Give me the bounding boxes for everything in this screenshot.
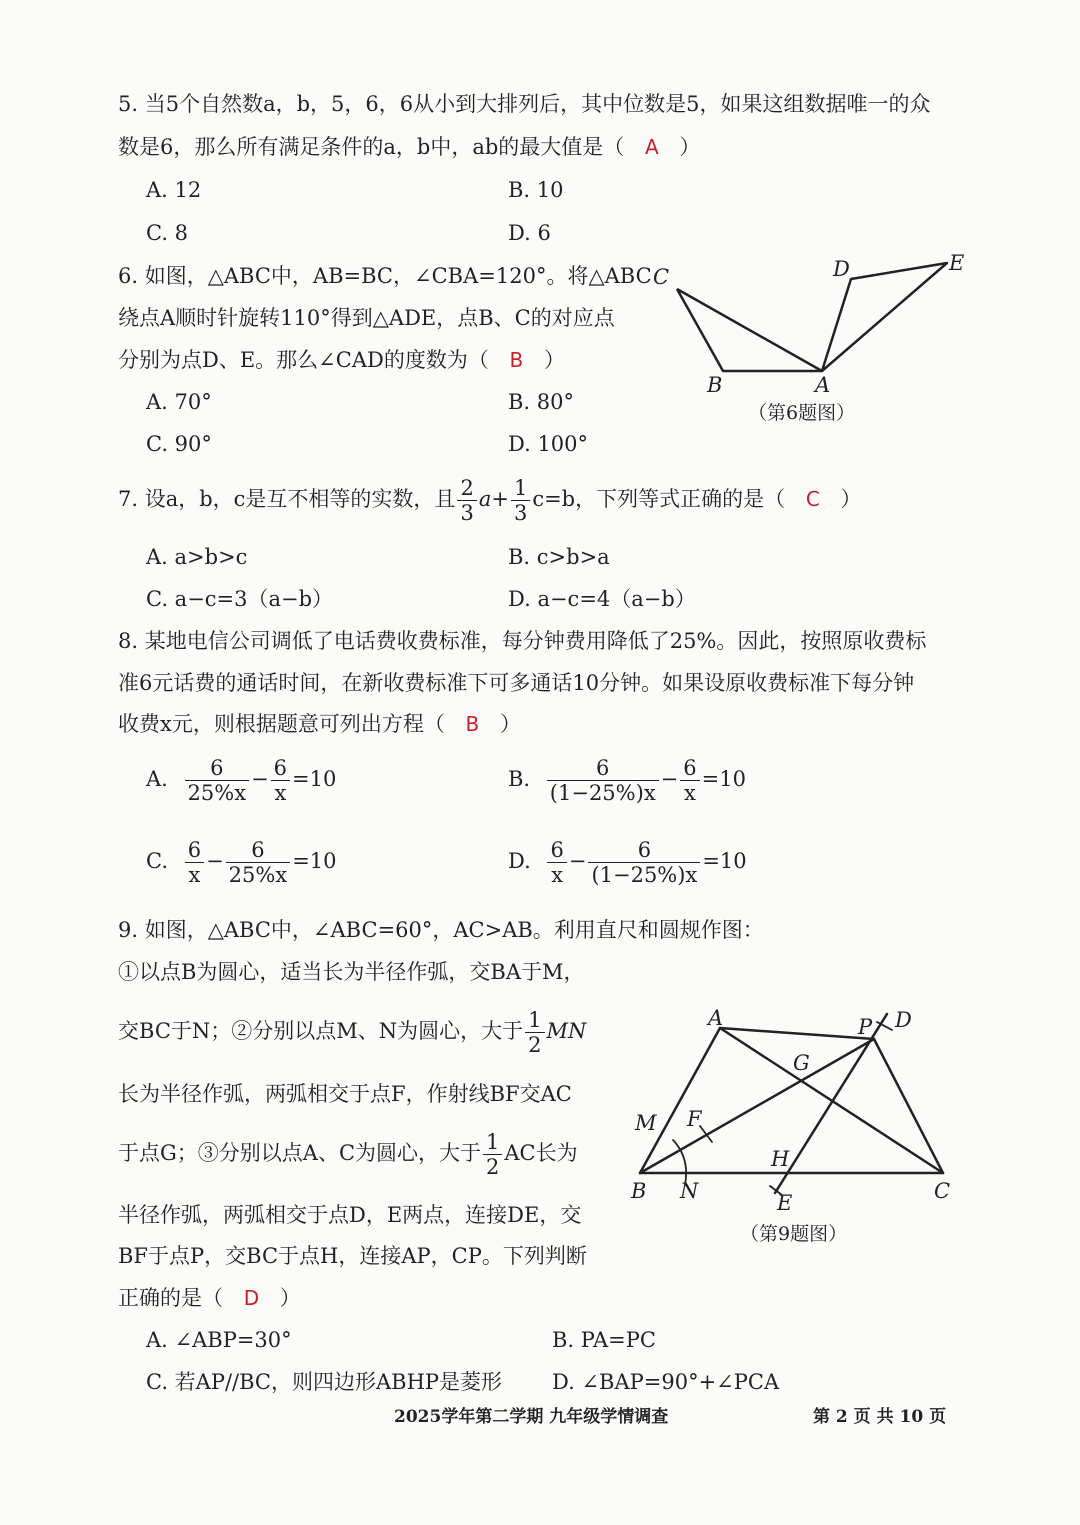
- q8-option-a-num-1: 6: [185, 756, 250, 781]
- q6-line-3: [118, 350, 565, 371]
- q5-line-2: [118, 137, 700, 158]
- q9-label-h: H: [771, 1147, 790, 1171]
- q9-label-m: M: [635, 1111, 657, 1135]
- q8-option-c-rhs: =10: [292, 849, 337, 874]
- q8-option-a-frac-2: [271, 756, 290, 805]
- q9-fraction-half-mn-num: 1: [525, 1008, 544, 1033]
- q9-figure-caption: （第9题图）: [740, 1223, 848, 1245]
- q6-close: ）: [543, 348, 565, 372]
- q8-close: ）: [499, 712, 521, 736]
- q8-option-d-num-1: 6: [547, 838, 566, 863]
- q8-option-c-frac-1: [185, 838, 204, 887]
- q6-option-c: C. 90°: [146, 432, 212, 456]
- q9-fraction-half-mn: [525, 1008, 544, 1057]
- q9-label-d: D: [895, 1008, 912, 1032]
- q9-line-4: 长为半径作弧，两弧相交于点F，作射线BF交AC: [118, 1082, 572, 1106]
- q8-option-b-label: B.: [508, 767, 531, 792]
- q9-answer: D: [243, 1286, 260, 1310]
- q6-line-2: 绕点A顺时针旋转110°得到△ADE，点B、C的对应点: [118, 306, 615, 330]
- q8-option-c-num-1: 6: [185, 838, 204, 863]
- q7-lead: 7. 设a，b，c是互不相等的实数，且: [118, 487, 456, 512]
- q8-option-a-den-1: 25%x: [187, 781, 247, 806]
- q6-line-1: 6. 如图，△ABC中，AB=BC，∠CBA=120°。将△ABC: [118, 264, 652, 288]
- q9-label-c: C: [934, 1179, 951, 1203]
- q8-option-d: [508, 838, 747, 887]
- q9-line-5: [118, 1130, 578, 1179]
- q9-label-n: N: [680, 1179, 699, 1203]
- q8-option-b: [508, 756, 746, 805]
- q6-option-d: D. 100°: [508, 432, 589, 456]
- q9-line-5-tail: AC长为: [504, 1141, 578, 1166]
- q8-option-b-op: −: [660, 767, 679, 792]
- q9-label-b: B: [631, 1179, 647, 1203]
- q7-fraction-2-num: 1: [511, 476, 530, 501]
- q9-option-d: D. ∠BAP=90°+∠PCA: [552, 1370, 780, 1394]
- q6-answer: B: [509, 348, 524, 372]
- q7-fraction-2: [511, 476, 530, 525]
- q7-fraction-1-den: 3: [460, 501, 474, 526]
- q8-option-b-rhs: =10: [701, 767, 746, 792]
- q6-stem: 分别为点D、E。那么∠CAD的度数为（: [118, 348, 489, 372]
- q7-option-d: D. a−c=4（a−b）: [508, 587, 696, 611]
- q8-option-c-frac-2: [226, 838, 291, 887]
- q8-option-d-num-2: 6: [588, 838, 700, 863]
- q9-close: ）: [279, 1286, 301, 1310]
- q5-option-d: D. 6: [508, 221, 551, 245]
- q7-line: [118, 476, 861, 525]
- q6-figure: [640, 250, 980, 400]
- q7-close: ）: [840, 487, 862, 512]
- q9-segment-pc: [874, 1039, 943, 1173]
- q8-stem: 收费x元，则根据题意可列出方程（: [118, 712, 445, 736]
- q8-line-2: 准6元话费的通话时间，在新收费标准下可多通话10分钟。如果设原收费标准下每分钟: [118, 671, 915, 695]
- q7-fraction-1-num: 2: [457, 476, 476, 501]
- q8-option-c: [146, 838, 337, 887]
- q8-option-c-num-2: 6: [226, 838, 291, 863]
- q8-option-d-rhs: =10: [702, 849, 747, 874]
- q5-option-c: C. 8: [146, 221, 189, 245]
- q8-answer: B: [465, 712, 480, 736]
- q6-label-b: B: [707, 373, 723, 397]
- q8-option-b-num-2: 6: [680, 756, 699, 781]
- q8-option-a-rhs: =10: [292, 767, 337, 792]
- q8-option-d-frac-2: [588, 838, 700, 887]
- q8-option-b-num-1: 6: [547, 756, 659, 781]
- q5-stem: 数是6，那么所有满足条件的a，b中，ab的最大值是（: [118, 135, 625, 159]
- q6-option-b: B. 80°: [508, 390, 575, 414]
- q8-option-b-den-1: (1−25%)x: [549, 781, 656, 806]
- q8-option-b-frac-1: [547, 756, 659, 805]
- q9-line-1: 9. 如图，△ABC中，∠ABC=60°，AC>AB。利用直尺和圆规作图：: [118, 918, 764, 942]
- q8-option-a-op: −: [251, 767, 269, 792]
- q9-label-g: G: [793, 1051, 810, 1075]
- footer-page-number: 第 2 页 共 10 页: [813, 1407, 947, 1427]
- q8-option-d-label: D.: [508, 849, 531, 874]
- q9-line-3: [118, 1008, 586, 1057]
- q7-option-a: A. a>b>c: [146, 545, 248, 569]
- q6-label-a: A: [815, 373, 831, 397]
- q8-option-d-den-2: (1−25%)x: [591, 863, 698, 888]
- q8-option-a: [146, 756, 336, 805]
- q8-option-a-frac-1: [185, 756, 250, 805]
- q6-label-d: D: [833, 257, 850, 281]
- q8-option-c-den-1: x: [188, 863, 201, 888]
- q9-option-a: A. ∠ABP=30°: [146, 1328, 292, 1352]
- q8-line-1: 8. 某地电信公司调低了电话费收费标准，每分钟费用降低了25%。因此，按照原收费标: [118, 629, 927, 653]
- q9-line-8: [118, 1288, 301, 1309]
- q9-figure: [620, 1000, 980, 1220]
- q9-label-a: A: [708, 1006, 724, 1030]
- q9-line-7: BF于点P，交BC于点H，连接AP，CP。下列判断: [118, 1244, 587, 1268]
- q9-line-2: ①以点B为圆心，适当长为半径作弧，交BA于M，: [118, 960, 585, 984]
- q6-triangle-abc: [677, 289, 822, 371]
- q8-option-d-frac-1: [547, 838, 566, 887]
- q8-option-a-den-2: x: [274, 781, 287, 806]
- q7-option-c: C. a−c=3（a−b）: [146, 587, 334, 611]
- q9-label-p: P: [858, 1015, 873, 1039]
- q6-figure-caption: （第6题图）: [748, 402, 856, 424]
- q6-option-a: A. 70°: [146, 390, 212, 414]
- q9-line-de: [775, 1014, 887, 1193]
- q9-line-6: 半径作弧，两弧相交于点D，E两点，连接DE，交: [118, 1203, 582, 1227]
- q8-option-c-den-2: 25%x: [228, 863, 288, 888]
- q5-close: ）: [679, 135, 701, 159]
- q7-fraction-2-den: 3: [513, 501, 528, 526]
- q9-option-b: B. PA=PC: [552, 1328, 656, 1352]
- q7-mid: a+: [478, 487, 509, 512]
- q8-option-b-den-2: x: [684, 781, 696, 806]
- q9-line-3-text: 交BC于N；②分别以点M、N为圆心，大于: [118, 1019, 524, 1044]
- q9-fraction-half-mn-den: 2: [528, 1033, 542, 1058]
- footer-exam-title: 2025学年第二学期 九年级学情调查: [394, 1407, 669, 1427]
- q6-label-e: E: [949, 251, 965, 275]
- q8-option-b-frac-2: [680, 756, 699, 805]
- q9-fraction-half-ac: [483, 1130, 502, 1179]
- q8-option-a-num-2: 6: [271, 756, 290, 781]
- q5-line-1: 5. 当5个自然数a，b，5，6，6从小到大排列后，其中位数是5，如果这组数据唯一的众: [118, 92, 931, 116]
- q9-label-e: E: [777, 1191, 793, 1215]
- q9-line-5-text: 于点G；③分别以点A、C为圆心，大于: [118, 1141, 482, 1166]
- q5-option-a: A. 12: [146, 178, 202, 202]
- q8-option-d-den-1: x: [551, 863, 564, 888]
- q5-option-b: B. 10: [508, 178, 564, 202]
- q7-tail: c=b，下列等式正确的是（: [532, 487, 786, 512]
- q5-answer: A: [644, 135, 659, 159]
- q8-option-a-label: A.: [146, 767, 168, 792]
- q9-segment-ap: [720, 1028, 874, 1039]
- q8-option-d-op: −: [568, 849, 587, 874]
- q7-answer: C: [805, 487, 820, 512]
- q9-fraction-half-ac-den: 2: [486, 1155, 500, 1180]
- q8-line-3: [118, 714, 521, 735]
- q8-option-c-op: −: [206, 849, 224, 874]
- q9-stem-end: 正确的是（: [118, 1286, 223, 1310]
- q9-label-f: F: [687, 1107, 702, 1131]
- q9-option-c: C. 若AP//BC，则四边形ABHP是菱形: [146, 1370, 503, 1394]
- q8-option-c-label: C.: [146, 849, 168, 874]
- q9-fraction-half-ac-num: 1: [483, 1130, 502, 1155]
- q9-line-3-mn: MN: [546, 1019, 587, 1044]
- q6-label-c: C: [653, 265, 670, 289]
- q7-option-b: B. c>b>a: [508, 545, 610, 569]
- q7-fraction-1: [457, 476, 476, 525]
